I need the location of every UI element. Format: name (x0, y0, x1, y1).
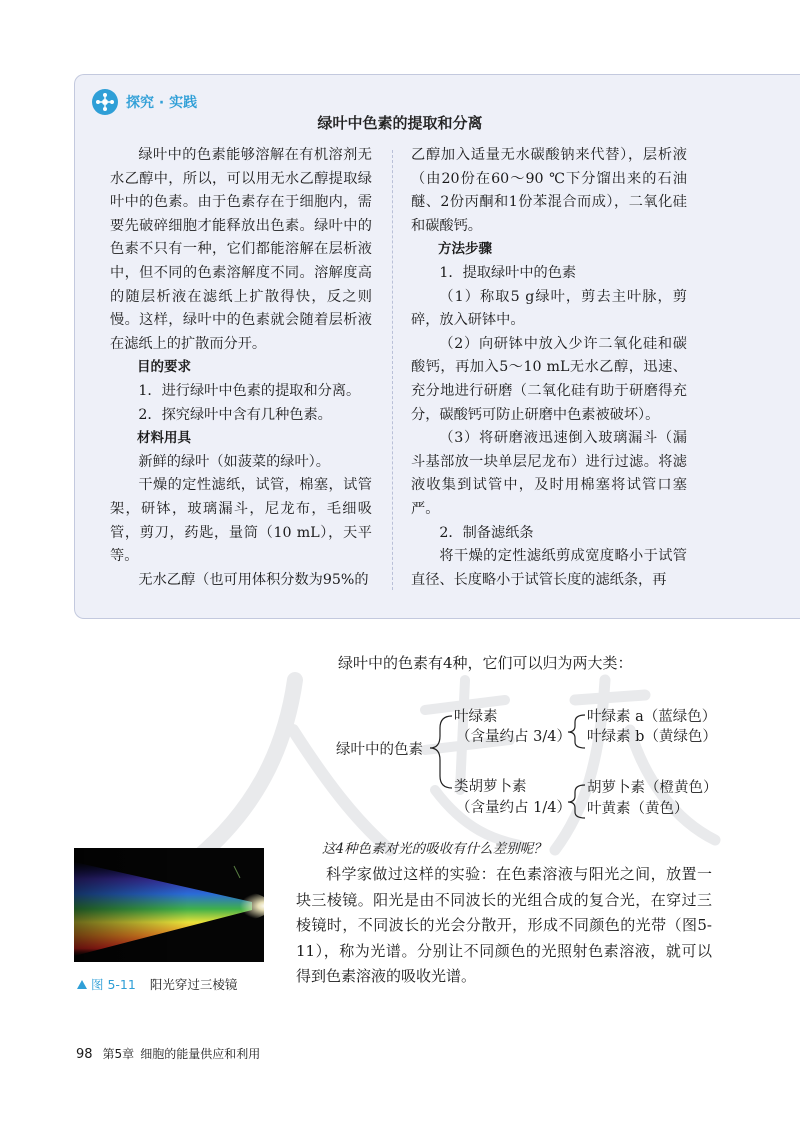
section-heading: 目的要求 (137, 359, 191, 376)
pigment-carotene: 胡萝卜素（橙黄色） (587, 780, 718, 796)
question-text: 这4种色素对光的吸收有什么差别呢？ (322, 841, 547, 857)
chapter-number: 第5章 (102, 1047, 135, 1061)
group-carotenoid-share: （含量约占 1/4） (456, 800, 571, 816)
figure-number: 图 5-11 (91, 977, 136, 992)
pigment-xanthophyll: 叶黄素（黄色） (587, 801, 689, 817)
paragraph: 干燥的定性滤纸，试管，棉塞，试管架，研钵，玻璃漏斗，尼龙布，毛细吸管，剪刀，药匙，量筒（10 mL），天平等。 (110, 477, 372, 565)
section-heading: 方法步骤 (438, 241, 492, 258)
paragraph: （1）称取5 g绿叶，剪去主叶脉，剪碎，放入研钵中。 (411, 288, 687, 329)
paragraph: 1．进行绿叶中色素的提取和分离。 (138, 382, 361, 399)
group-chlorophyll: 叶绿素 (454, 709, 498, 725)
paragraph: （3）将研磨液迅速倒入玻璃漏斗（漏斗基部放一块单层尼龙布）进行过滤。将滤液收集到试管中，及时用棉塞将试管口塞严。 (411, 430, 687, 517)
paragraph: 2．探究绿叶中含有几种色素。 (138, 406, 332, 423)
group-carotenoid: 类胡萝卜素 (454, 779, 527, 795)
pigment-chlorophyll-a: 叶绿素 a（蓝绿色） (587, 709, 717, 725)
triangle-icon (77, 980, 87, 989)
section-heading: 材料用具 (137, 430, 191, 447)
group-chlorophyll-share: （含量约占 3/4） (456, 729, 571, 745)
paragraph: （2）向研钵中放入少许二氧化硅和碳酸钙，再加入5～10 mL无水乙醇，迅速、充分地进行研磨（二氧化硅有助于研磨得充分，碳酸钙可防止研磨中色素被破坏）。 (411, 335, 687, 423)
page-number: 98 (76, 1047, 93, 1062)
left-column (110, 144, 372, 592)
explore-tag-label: 探究 · 实践 (126, 95, 198, 111)
pigment-intro: 绿叶中的色素有4种，它们可以归为两大类： (338, 654, 633, 672)
column-divider (392, 150, 393, 590)
science-paragraph (296, 862, 712, 990)
paragraph: 绿叶中的色素能够溶解在有机溶剂无水乙醇中，所以，可以用无水乙醇提取绿叶中的色素。由于色素存在于细胞内，需要先破碎细胞才能释放出色素。绿叶中的色素不只有一种，它们都能溶解在层析液中，但不同的色素溶解度不同。溶解度高的随层析液在滤纸上扩散得快，反之则慢。这样，绿叶中的色素就会随着层析液在滤纸上的扩散而分开。 (110, 147, 372, 352)
prism-spectrum-photo (74, 848, 264, 962)
paragraph: 将干燥的定性滤纸剪成宽度略小于试管直径、长度略小于试管长度的滤纸条，再 (411, 548, 687, 588)
pigment-root: 绿叶中的色素 (336, 742, 423, 758)
paragraph: 2．制备滤纸条 (439, 524, 534, 541)
paragraph: 新鲜的绿叶（如菠菜的绿叶）。 (138, 453, 330, 470)
figure-caption (77, 975, 237, 993)
paragraph: 乙醇加入适量无水碳酸钠来代替），层析液（由20份在60～90 ℃下分馏出来的石油醚、2份丙酮和1份苯混合而成），二氧化硅和碳酸钙。 (411, 147, 687, 234)
paragraph: 无水乙醇（也可用体积分数为95%的 (138, 571, 369, 588)
page-footer (76, 1045, 260, 1062)
right-column (411, 144, 687, 592)
figure-caption-text: 阳光穿过三棱镜 (149, 977, 238, 992)
pigment-chlorophyll-b: 叶绿素 b（黄绿色） (587, 729, 717, 745)
box-title: 绿叶中色素的提取和分离 (317, 114, 483, 132)
science-text: 科学家做过这样的实验：在色素溶液与阳光之间，放置一块三棱镜。阳光是由不同波长的光组合成的复合光，在穿过三棱镜时，不同波长的光会分散开，形成不同颜色的光带（图5-11），称为光谱。分别让不同颜色的光照射色素溶液，就可以得到色素溶液的吸收光谱。 (296, 865, 712, 985)
paragraph: 1．提取绿叶中的色素 (439, 264, 577, 281)
chapter-title: 细胞的能量供应和利用 (140, 1047, 261, 1061)
